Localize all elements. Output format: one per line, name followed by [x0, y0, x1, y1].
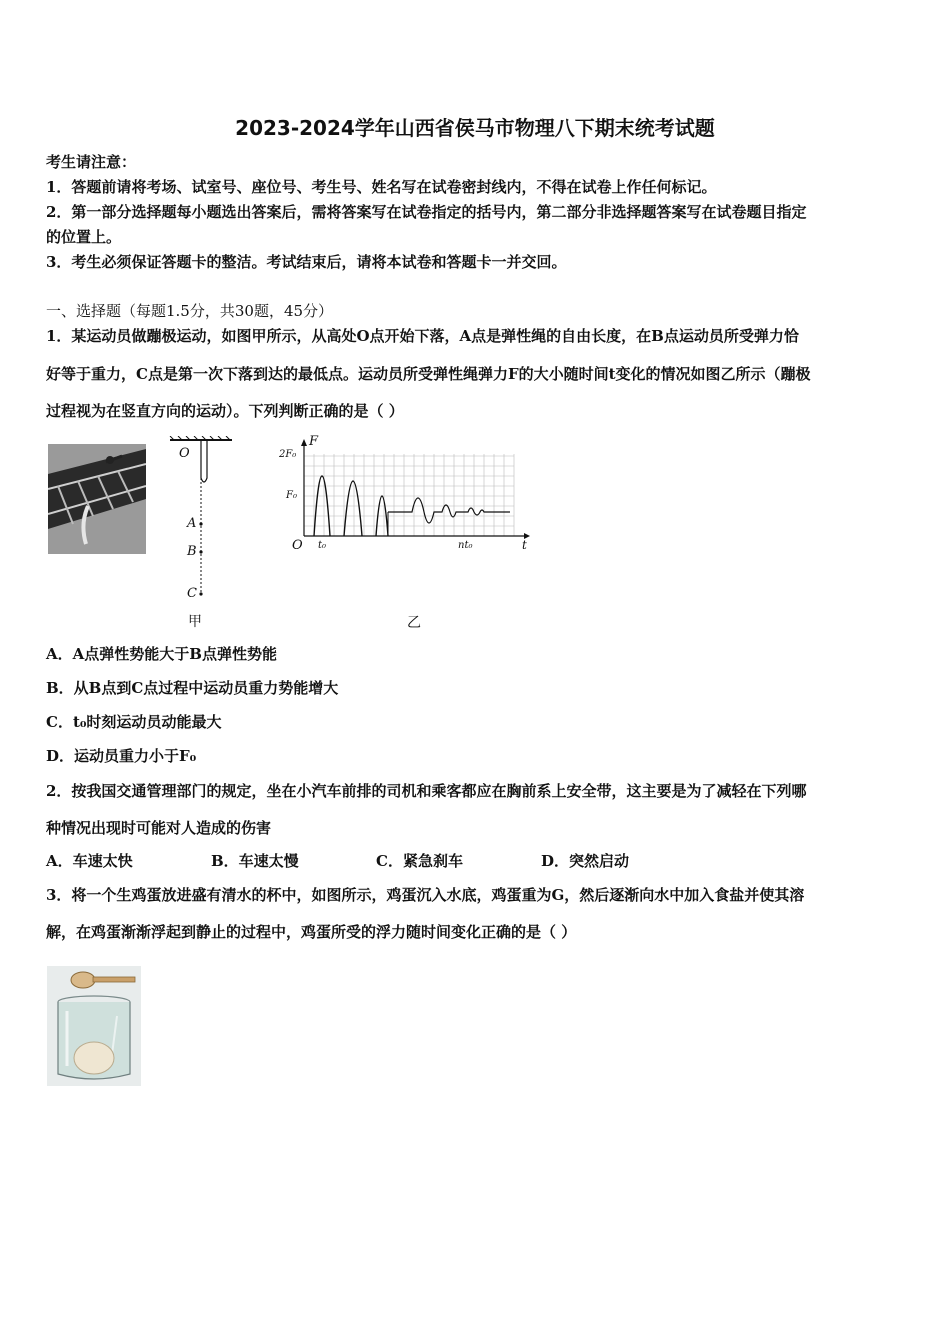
label-c: C — [187, 586, 197, 601]
graph-tick-t0: t₀ — [318, 540, 327, 551]
q2-option-d: D．突然启动 — [541, 852, 630, 870]
notice-item-3: 3．考生必须保证答题卡的整洁。考试结束后，请将本试卷和答题卡一并交回。 — [46, 253, 567, 271]
notice-item-1: 1．答题前请将考场、试室号、座位号、考生号、姓名写在试卷密封线内，不得在试卷上作任何标记。 — [46, 178, 717, 196]
egg-glass-photo — [47, 966, 141, 1086]
q2-option-b: B．车速太慢 — [211, 852, 299, 870]
graph-tick-f0: F₀ — [286, 490, 297, 501]
bungee-photo-art — [48, 444, 146, 554]
rope-diagram-art — [168, 436, 238, 606]
graph-y-label: F — [309, 434, 319, 449]
graph-x-label: t — [522, 538, 527, 552]
label-a: A — [187, 516, 197, 531]
q1-line-3: 过程视为在竖直方向的运动）。下列判断正确的是（ ） — [46, 402, 404, 420]
page-title: 2023-2024学年山西省侯马市物理八下期末统考试题 — [235, 116, 715, 140]
q2-option-a: A．车速太快 — [46, 852, 133, 870]
force-time-graph-art — [272, 436, 534, 556]
q3-line-2: 解，在鸡蛋渐渐浮起到静止的过程中，鸡蛋所受的浮力随时间变化正确的是（ ） — [46, 923, 577, 941]
notice-heading: 考生请注意： — [46, 153, 137, 171]
q1-option-b: B．从B点到C点过程中运动员重力势能增大 — [46, 679, 339, 697]
notice-item-2: 2．第一部分选择题每小题选出答案后，需将答案写在试卷指定的括号内，第二部分非选择题答案写在试卷题目指定 — [46, 203, 807, 221]
egg-glass-art — [47, 966, 141, 1086]
bungee-photo — [48, 444, 146, 554]
force-time-graph — [272, 436, 534, 556]
fig-caption-jia: 甲 — [188, 614, 202, 630]
graph-origin: O — [292, 538, 303, 553]
q1-option-d: D．运动员重力小于F₀ — [46, 747, 197, 765]
q2-option-c: C．紧急刹车 — [376, 852, 463, 870]
graph-tick-nt0: nt₀ — [458, 540, 473, 551]
q2-line-2: 种情况出现时可能对人造成的伤害 — [46, 819, 272, 837]
q1-option-a: A．A点弹性势能大于B点弹性势能 — [46, 645, 277, 663]
q1-line-2: 好等于重力，C点是第一次下落到达的最低点。运动员所受弹性绳弹力F的大小随时间t变化的情况如图乙所示（蹦极 — [46, 365, 811, 383]
section-heading: 一、选择题（每题1.5分，共30题，45分） — [46, 302, 334, 320]
q1-line-1: 1．某运动员做蹦极运动，如图甲所示，从高处O点开始下落，A点是弹性绳的自由长度，在B点运动员所受弹力恰 — [46, 327, 799, 345]
q1-option-c: C．t₀时刻运动员动能最大 — [46, 713, 222, 731]
q2-line-1: 2．按我国交通管理部门的规定，坐在小汽车前排的司机和乘客都应在胸前系上安全带，这主要是为了减轻在下列哪 — [46, 782, 807, 800]
graph-tick-2f0: 2F₀ — [279, 449, 297, 460]
fig-caption-yi: 乙 — [407, 615, 421, 631]
q3-line-1: 3．将一个生鸡蛋放进盛有清水的杯中，如图所示，鸡蛋沉入水底，鸡蛋重为G，然后逐渐向水中加入食盐并使其溶 — [46, 886, 805, 904]
label-o: O — [179, 446, 190, 461]
rope-diagram — [168, 436, 238, 606]
notice-item-2-cont: 的位置上。 — [46, 228, 122, 246]
label-b: B — [187, 544, 197, 559]
